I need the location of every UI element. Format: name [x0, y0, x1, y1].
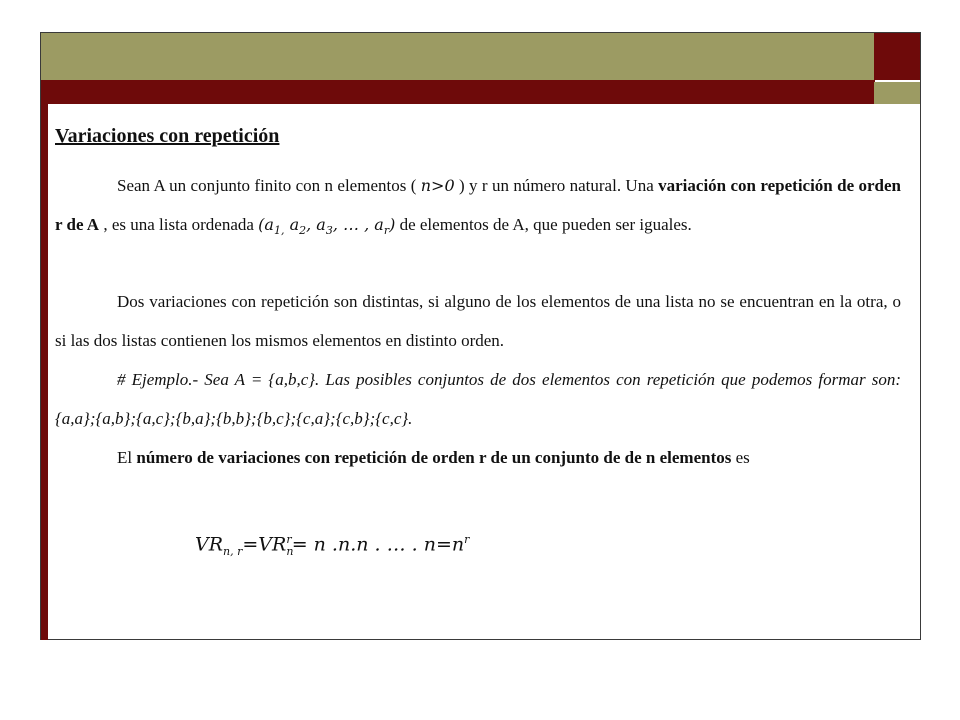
slide-frame [40, 32, 921, 640]
number-text-end: es [731, 448, 750, 467]
formula-vr: $VR_{n, r}=VR_n^r= n$ .n.n . … . $n=n^r$ [195, 533, 470, 559]
definition-text-2: ) y r un número natural. Una [459, 176, 659, 195]
definition-text-3: , es una lista ordenada [103, 215, 259, 234]
small-olive-square-decoration [874, 82, 920, 104]
definition-bold-term: variación con repetición de orden r de A [55, 176, 902, 234]
header-band [41, 33, 874, 80]
math-ordered-list: ($a_{1,}$ $a_2$, $a_3$, … , $a_r$) [258, 215, 396, 238]
paragraph-definition [55, 166, 901, 250]
definition-text-4: de elementos de A, que pueden ser iguales. [399, 215, 692, 234]
definition-text-1: Sean A un conjunto finito con n elementos ( [117, 176, 421, 195]
corner-square-decoration [874, 33, 920, 80]
paragraph-example: # Ejemplo.- Sea A = {a,b,c}. Las posibles conjuntos de dos elementos con repetición que podemos formar son: {a,a};{a,b};{a,c};{b,a};{b,b};{b,c};{c,a};{c,b};{c,c}. [55, 370, 901, 428]
paragraph-number [55, 438, 901, 477]
paragraph-distinct: Dos variaciones con repetición son distintas, si alguno de los elementos de una lista no se encuentran en la otra, o si las dos listas contienen los mismos elementos en distinto orden. [55, 292, 901, 350]
slide-title: Variaciones con repetición [55, 125, 280, 147]
left-accent-bar [41, 80, 48, 640]
math-n-greater-zero: n>0 [420, 176, 455, 195]
number-bold-term: número de variaciones con repetición de orden r de un conjunto de de n elementos [136, 448, 732, 467]
header-red-band [41, 80, 875, 104]
number-text-start: El [117, 448, 137, 467]
